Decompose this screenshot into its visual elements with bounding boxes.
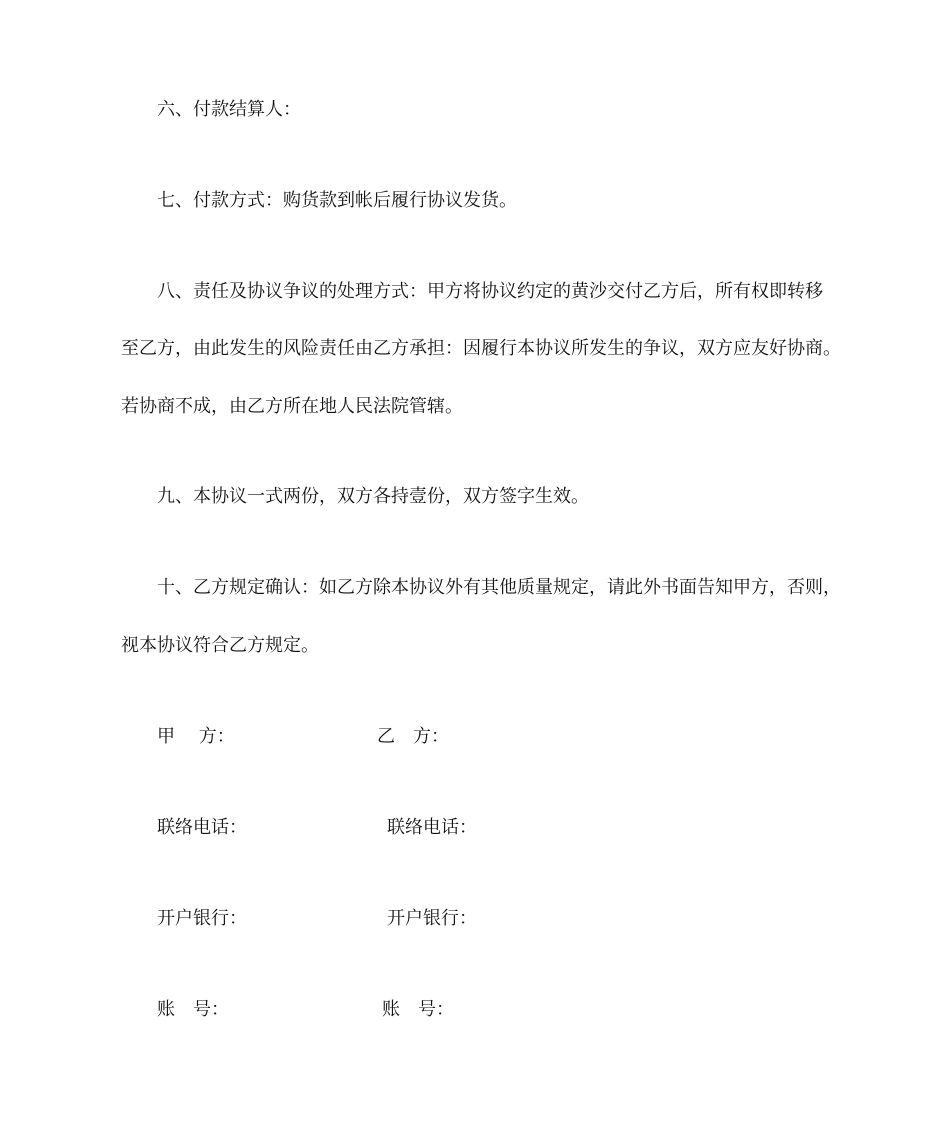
bank-b-label: 开户银行：: [387, 908, 477, 929]
account-b-label: 账 号：: [382, 999, 454, 1020]
phone-a-label: 联络电话：: [157, 817, 247, 838]
clause-nine: 九、本协议一式两份，双方各持壹份，双方签字生效。: [157, 486, 589, 507]
bank-a-label: 开户银行：: [157, 908, 247, 929]
party-a-label: 甲 方：: [157, 726, 235, 747]
clause-eight-line-3: 若协商不成，由乙方所在地人民法院管辖。: [121, 396, 463, 417]
phone-b-label: 联络电话：: [387, 817, 477, 838]
clause-ten-line-2: 视本协议符合乙方规定。: [121, 635, 319, 656]
clause-ten-line-1: 十、乙方规定确认：如乙方除本协议外有其他质量规定，请此外书面告知甲方，否则，: [157, 577, 841, 598]
party-b-label: 乙 方：: [377, 726, 449, 747]
clause-seven: 七、付款方式：购货款到帐后履行协议发货。: [157, 190, 517, 211]
clause-eight-line-1: 八、责任及协议争议的处理方式：甲方将协议约定的黄沙交付乙方后，所有权即转移: [157, 281, 823, 302]
clause-eight-line-2: 至乙方，由此发生的风险责任由乙方承担：因履行本协议所发生的争议，双方应友好协商。: [121, 338, 841, 359]
clause-six: 六、付款结算人：: [157, 99, 301, 120]
account-a-label: 账 号：: [157, 999, 229, 1020]
